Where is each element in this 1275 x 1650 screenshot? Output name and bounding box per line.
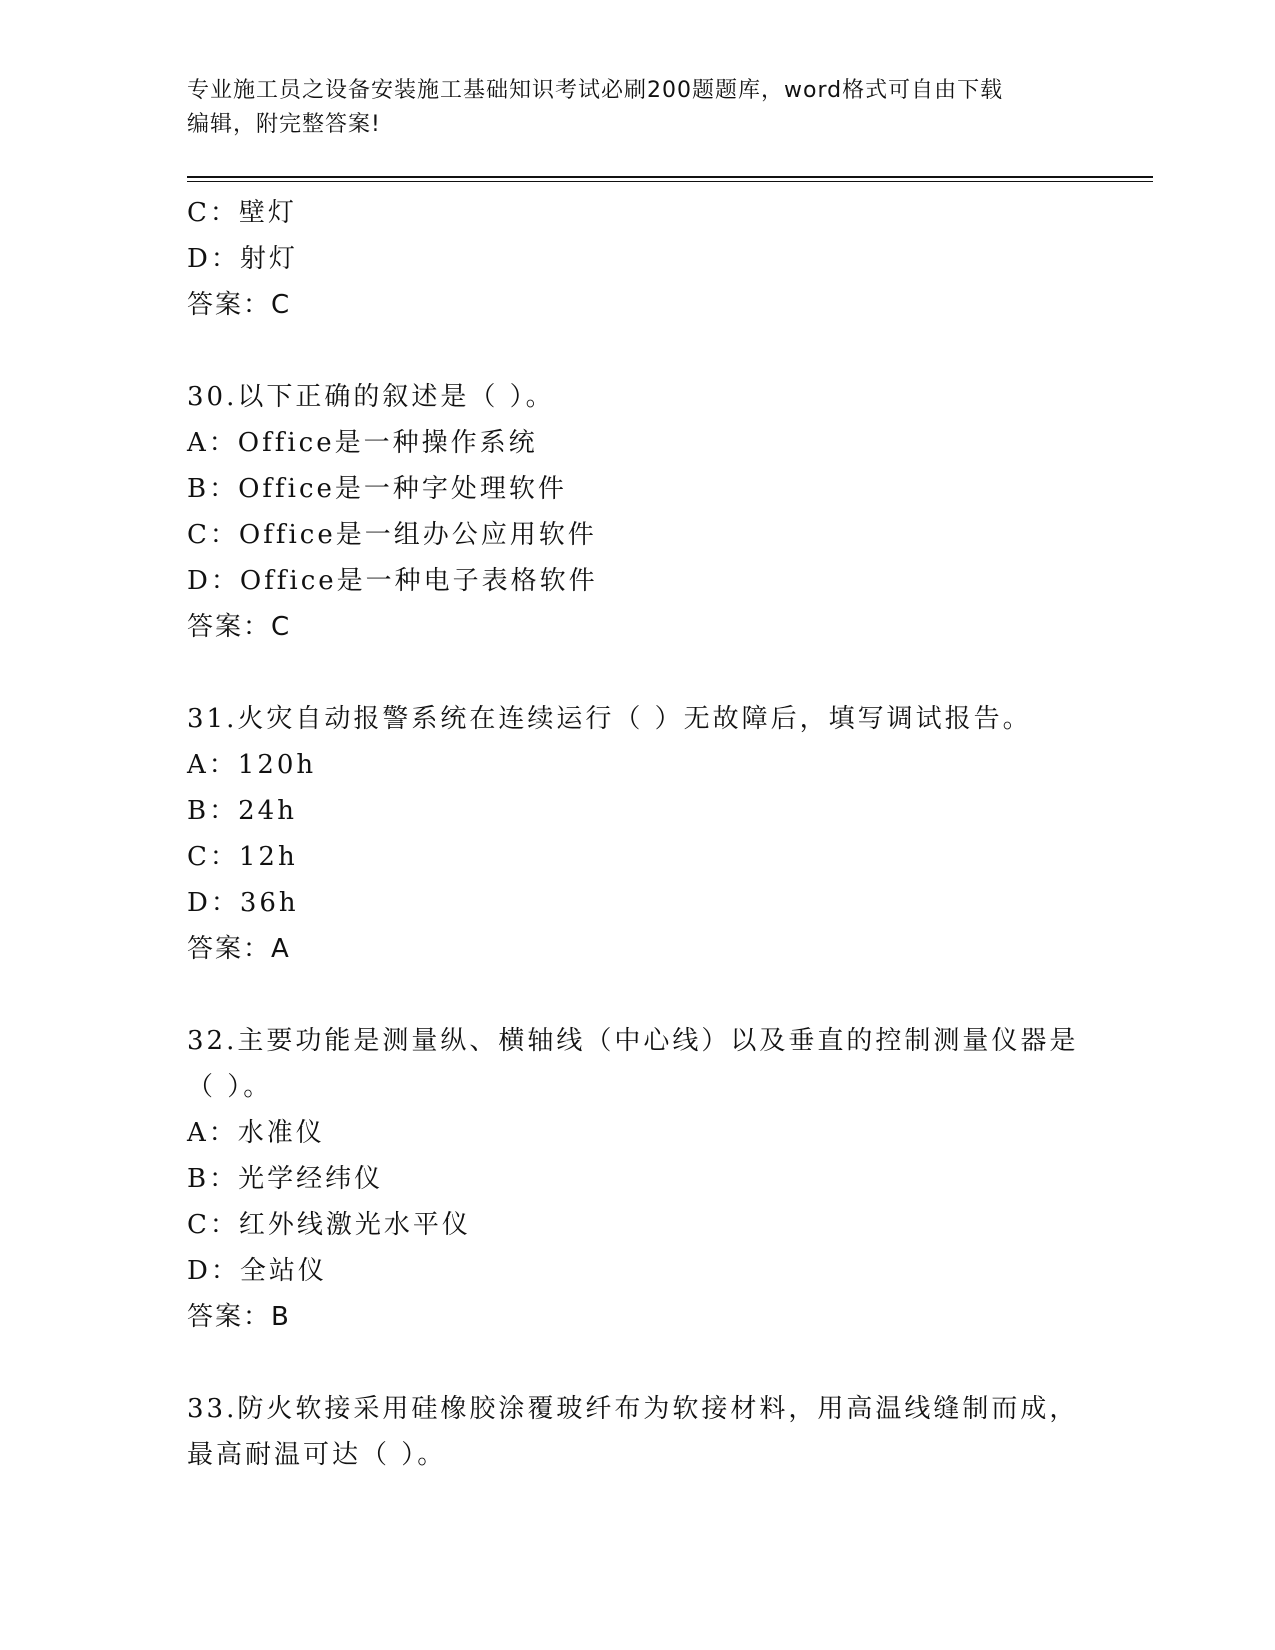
header-title-line-2: 编辑，附完整答案! [187, 112, 381, 137]
question-stem-line-1: 33.防火软接采用硅橡胶涂覆玻纤布为软接材料，用高温线缝制而成， [187, 1394, 1079, 1424]
spacer [187, 328, 1087, 374]
option-d: D：射灯 [187, 244, 298, 274]
question-stem-line-2: （ ）。 [187, 1072, 273, 1102]
answer-line: 答案：C [187, 612, 292, 642]
header-divider-thick [187, 176, 1153, 178]
option-a: A：水准仪 [187, 1118, 325, 1148]
header-divider-thin [187, 181, 1153, 182]
answer-line: 答案：B [187, 1302, 291, 1332]
question-29-continued [187, 190, 1087, 328]
spacer [187, 650, 1087, 696]
question-32 [187, 1018, 1087, 1340]
option-c: C：红外线激光水平仪 [187, 1210, 471, 1240]
option-d: D：36h [187, 888, 299, 918]
option-c: C：Office是一组办公应用软件 [187, 520, 597, 550]
spacer [187, 1340, 1087, 1386]
question-31 [187, 696, 1087, 972]
header-title-line-1: 专业施工员之设备安装施工基础知识考试必刷200题题库，word格式可自由下载 [187, 78, 1004, 103]
option-a: A：120h [187, 750, 317, 780]
question-33 [187, 1386, 1087, 1478]
option-d: D：全站仪 [187, 1256, 327, 1286]
option-a: A：Office是一种操作系统 [187, 428, 538, 458]
question-stem-line-1: 32.主要功能是测量纵、横轴线（中心线）以及垂直的控制测量仪器是 [187, 1026, 1079, 1056]
answer-line: 答案：A [187, 934, 291, 964]
page-header [187, 74, 1087, 142]
answer-line: 答案：C [187, 290, 292, 320]
question-stem: 30.以下正确的叙述是（ ）。 [187, 382, 555, 412]
option-c: C：壁灯 [187, 198, 297, 228]
option-b: B：24h [187, 796, 297, 826]
spacer [187, 972, 1087, 1018]
option-b: B：Office是一种字处理软件 [187, 474, 567, 504]
option-c: C：12h [187, 842, 298, 872]
question-stem-line-2: 最高耐温可达（ ）。 [187, 1440, 447, 1470]
question-stem: 31.火灾自动报警系统在连续运行（ ）无故障后，填写调试报告。 [187, 704, 1032, 734]
question-list [187, 190, 1087, 1478]
question-30 [187, 374, 1087, 650]
option-b: B：光学经纬仪 [187, 1164, 384, 1194]
option-d: D：Office是一种电子表格软件 [187, 566, 598, 596]
